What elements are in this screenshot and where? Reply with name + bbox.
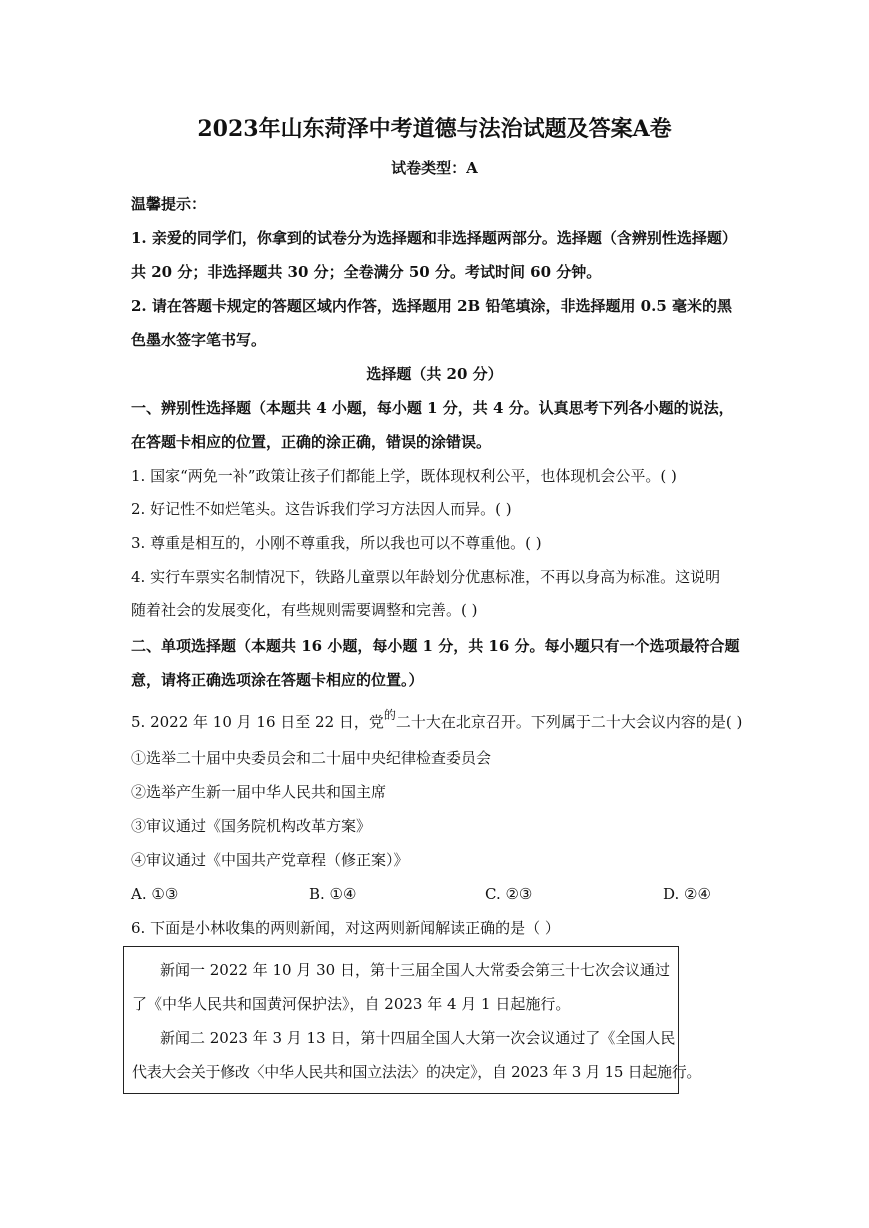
tip-line: 共 20 分；非选择题共 30 分；全卷满分 50 分。考试时间 60 分钟。 (131, 263, 602, 281)
tips-heading: 温馨提示： (131, 195, 207, 213)
tip-line: 1. 亲爱的同学们，你拿到的试卷分为选择题和非选择题两部分。选择题（含辨别性选择题） (131, 229, 737, 247)
q5-stem-post: 二十大在北京召开。下列属于二十大会议内容的是( ) (395, 713, 743, 731)
q5-stem-sup: 的 (383, 708, 396, 722)
question-2: 2. 好记性不如烂笔头。这告诉我们学习方法因人而异。( ) (131, 500, 512, 518)
q5-option-d: D. ②④ (663, 885, 711, 903)
section-heading: 选择题（共 20 分） (366, 365, 503, 383)
q5-option-a: A. ①③ (131, 885, 179, 903)
paper-type: 试卷类型：A (391, 159, 478, 177)
document-title: 2023年山东菏泽中考道德与法治试题及答案A卷 (197, 116, 672, 142)
question-4-cont: 随着社会的发展变化，有些规则需要调整和完善。( ) (131, 601, 478, 619)
q5-item: ②选举产生新一届中华人民共和国主席 (131, 783, 387, 801)
q5-item: ④审议通过《中国共产党章程（修正案）》 (131, 851, 409, 869)
q5-stem-pre: 5. 2022 年 10 月 16 日至 22 日，党 (131, 713, 384, 731)
question-6-stem: 6. 下面是小林收集的两则新闻，对这两则新闻解读正确的是（ ） (131, 919, 560, 937)
news-line: 新闻二 2023 年 3 月 13 日，第十四届全国人大第一次会议通过了《全国人民 (160, 1029, 676, 1047)
question-5-stem (131, 708, 743, 733)
q5-option-b: B. ①④ (309, 885, 357, 903)
question-3: 3. 尊重是相互的，小刚不尊重我，所以我也可以不尊重他。( ) (131, 534, 542, 552)
q5-option-c: C. ②③ (485, 885, 533, 903)
news-line: 新闻一 2022 年 10 月 30 日，第十三届全国人大常委会第三十七次会议通过 (160, 961, 670, 979)
question-1: 1. 国家“两免一补”政策让孩子们都能上学，既体现权利公平，也体现机会公平。( ) (131, 467, 677, 485)
part2-heading: 意，请将正确选项涂在答题卡相应的位置。） (131, 671, 424, 689)
q5-item: ①选举二十届中央委员会和二十届中央纪律检查委员会 (131, 749, 492, 767)
part2-heading: 二、单项选择题（本题共 16 小题，每小题 1 分，共 16 分。每小题只有一个选项最符合题 (131, 637, 740, 655)
news-line: 了《中华人民共和国黄河保护法》，自 2023 年 4 月 1 日起施行。 (132, 995, 571, 1013)
tip-line: 2. 请在答题卡规定的答题区域内作答，选择题用 2B 铅笔填涂，非选择题用 0.5 毫米的黑 (131, 297, 732, 315)
q5-item: ③审议通过《国务院机构改革方案》 (131, 817, 372, 835)
question-4: 4. 实行车票实名制情况下，铁路儿童票以年龄划分优惠标准，不再以身高为标准。这说明 (131, 568, 721, 586)
tip-line: 色墨水签字笔书写。 (131, 331, 267, 349)
part1-heading: 一、辨别性选择题（本题共 4 小题，每小题 1 分，共 4 分。认真思考下列各小题的说法， (131, 399, 734, 417)
news-line: 代表大会关于修改〈中华人民共和国立法法〉的决定》，自 2023 年 3 月 15 日起施行。 (132, 1063, 702, 1081)
part1-heading: 在答题卡相应的位置，正确的涂正确，错误的涂错误。 (131, 433, 492, 451)
